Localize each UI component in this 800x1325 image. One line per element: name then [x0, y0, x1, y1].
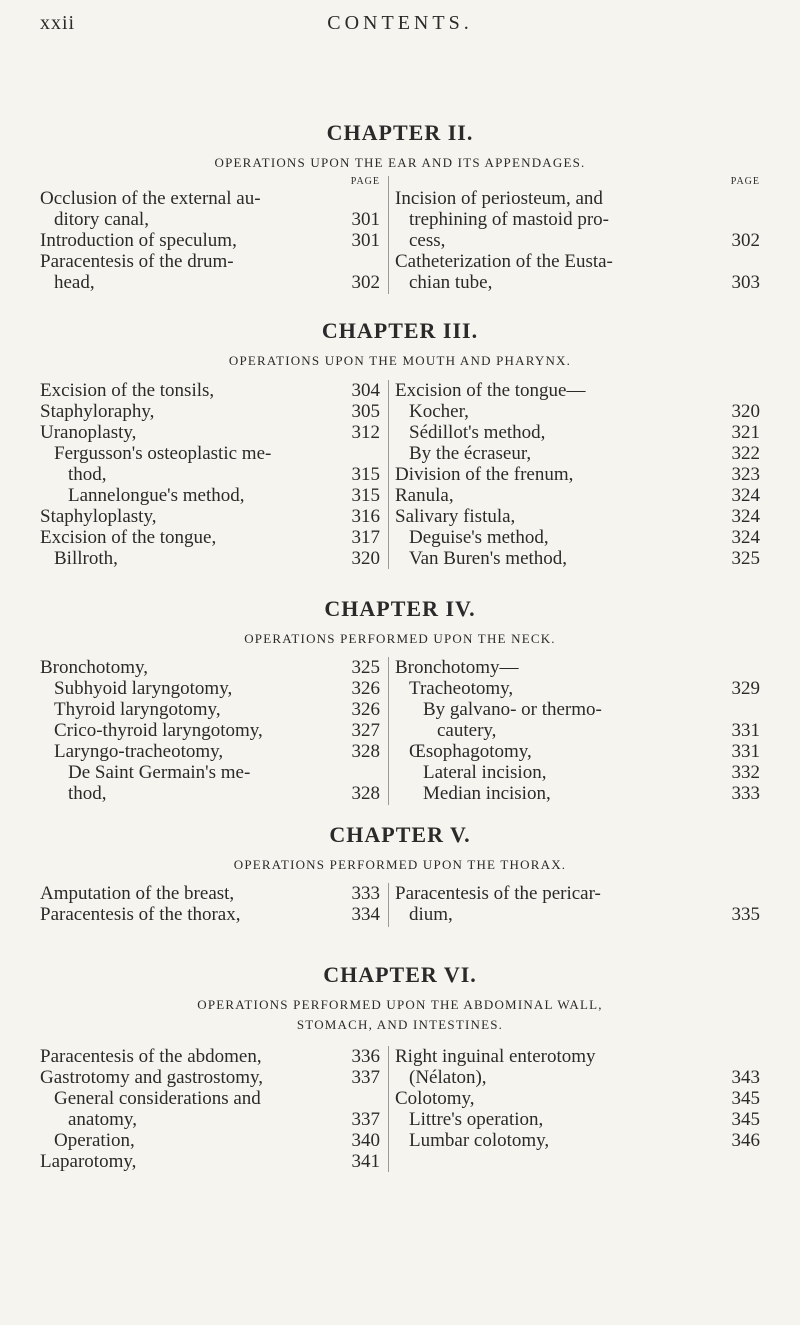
entry-page: 324 [731, 506, 760, 527]
entry-text: chian tube, [409, 272, 493, 293]
entry-text: Excision of the tongue— [395, 380, 586, 401]
entry-text: By the écraseur, [409, 443, 532, 464]
toc-entry [40, 1109, 380, 1130]
toc-entry [395, 548, 760, 569]
toc-entry [395, 209, 760, 230]
entry-text: Salivary fistula, [395, 506, 516, 527]
entry-text: thod, [68, 783, 107, 804]
left-column [40, 1046, 380, 1172]
toc-entry [395, 188, 760, 209]
toc-entry [395, 1109, 760, 1130]
column-divider [388, 380, 389, 569]
chapter-subtitle-line-2: STOMACH, AND INTESTINES. [296, 1017, 504, 1032]
entry-page: 346 [731, 1130, 760, 1151]
entry-page: 303 [731, 272, 760, 293]
entry-page: 329 [731, 678, 760, 699]
chapter-4 [0, 594, 800, 804]
entry-page: 320 [351, 548, 380, 569]
entry-page: 324 [731, 485, 760, 506]
toc-entry [40, 1067, 380, 1088]
entry-text: Median incision, [423, 783, 551, 804]
column-divider [388, 176, 389, 294]
entry-text: dium, [409, 904, 453, 925]
entry-text: De Saint Germain's me- [68, 762, 251, 783]
entry-text: Occlusion of the external au- [40, 188, 261, 209]
chapter-title: CHAPTER III. [321, 318, 479, 343]
entry-page: 331 [731, 720, 760, 741]
entry-text: Thyroid laryngotomy, [54, 699, 221, 720]
chapter-title: CHAPTER IV. [324, 596, 476, 621]
entry-page: 340 [351, 1130, 380, 1151]
entry-text: Crico-thyroid laryngotomy, [54, 720, 263, 741]
entry-text: Littre's operation, [409, 1109, 544, 1130]
toc-entry [395, 678, 760, 699]
toc-entry [395, 699, 760, 720]
toc-entry [40, 883, 380, 904]
entry-page: 324 [731, 527, 760, 548]
entry-text: Lateral incision, [423, 762, 547, 783]
toc-entry [40, 741, 380, 762]
entry-text: trephining of mastoid pro- [409, 209, 609, 230]
toc-entry [40, 904, 380, 925]
toc-entry [40, 188, 380, 209]
entry-text: Fergusson's osteoplastic me- [54, 443, 272, 464]
chapter-subtitle: OPERATIONS PERFORMED UPON THE NECK. [244, 631, 556, 646]
entry-text: Division of the frenum, [395, 464, 574, 485]
entry-text: Staphyloplasty, [40, 506, 157, 527]
entry-text: By galvano- or thermo- [423, 699, 602, 720]
entry-text: Van Buren's method, [409, 548, 568, 569]
entry-text: Paracentesis of the thorax, [40, 904, 241, 925]
toc-entry [395, 657, 760, 678]
toc-entry [40, 506, 380, 527]
entry-text: Subhyoid laryngotomy, [54, 678, 233, 699]
right-column [395, 176, 760, 293]
entry-text: Excision of the tongue, [40, 527, 217, 548]
entry-text: Bronchotomy— [395, 657, 519, 678]
entry-text: Introduction of speculum, [40, 230, 237, 251]
entry-page: 336 [351, 1046, 380, 1067]
toc-entry [395, 272, 760, 293]
entry-page: 315 [351, 464, 380, 485]
entry-text: Œsophagotomy, [409, 741, 532, 762]
entry-text: cess, [409, 230, 446, 251]
toc-entry [40, 527, 380, 548]
entry-text: Gastrotomy and gastrostomy, [40, 1067, 264, 1088]
toc-entry [40, 401, 380, 422]
entry-text: ditory canal, [54, 209, 149, 230]
toc-entry [40, 1088, 380, 1109]
toc-entry [395, 527, 760, 548]
running-header [0, 0, 800, 60]
column-divider [388, 657, 389, 805]
toc-entry [395, 380, 760, 401]
entry-page: 334 [351, 904, 380, 925]
chapter-3 [0, 316, 800, 569]
entry-page: 316 [351, 506, 380, 527]
toc-entry [395, 506, 760, 527]
chapter-5 [0, 820, 800, 925]
toc-entry [395, 720, 760, 741]
toc-entry [395, 230, 760, 251]
entry-page: 325 [731, 548, 760, 569]
toc-entry [395, 762, 760, 783]
entry-page: 327 [351, 720, 380, 741]
toc-entry [40, 380, 380, 401]
toc-entry [395, 251, 760, 272]
toc-entry [40, 548, 380, 569]
right-column [395, 657, 760, 804]
toc-entry [40, 1151, 380, 1172]
toc-entry [395, 904, 760, 925]
left-column [40, 883, 380, 925]
entry-text: Laryngo-tracheotomy, [54, 741, 224, 762]
entry-page: 326 [351, 699, 380, 720]
page-column-label: PAGE [730, 176, 760, 187]
toc-entry [40, 1046, 380, 1067]
entry-text: head, [54, 272, 95, 293]
entry-page: 343 [731, 1067, 760, 1088]
toc-entry [40, 272, 380, 293]
page-title: CONTENTS. [327, 12, 473, 34]
toc-entry [40, 678, 380, 699]
column-divider [388, 1046, 389, 1172]
chapter-6 [0, 960, 800, 1172]
entry-text: Lannelongue's method, [68, 485, 245, 506]
toc-entry [395, 741, 760, 762]
entry-page: 326 [351, 678, 380, 699]
right-column [395, 1046, 760, 1151]
toc-entry [395, 422, 760, 443]
entry-text: Paracentesis of the abdomen, [40, 1046, 262, 1067]
page-column-label: PAGE [350, 176, 380, 187]
right-column [395, 380, 760, 569]
chapter-2 [0, 118, 800, 293]
toc-entry [40, 485, 380, 506]
entry-text: Paracentesis of the drum- [40, 251, 234, 272]
toc-entry [40, 699, 380, 720]
entry-page: 331 [731, 741, 760, 762]
chapter-title: CHAPTER VI. [323, 962, 477, 987]
page-number: xxii [40, 12, 76, 34]
entry-page: 301 [351, 209, 380, 230]
entry-text: Colotomy, [395, 1088, 475, 1109]
entry-page: 333 [731, 783, 760, 804]
toc-entry [395, 1088, 760, 1109]
entry-page: 345 [731, 1109, 760, 1130]
entry-text: Catheterization of the Eusta- [395, 251, 613, 272]
entry-page: 320 [731, 401, 760, 422]
left-column [40, 657, 380, 804]
entry-page: 328 [351, 741, 380, 762]
entry-page: 335 [731, 904, 760, 925]
toc-entry [395, 401, 760, 422]
toc-entry [40, 443, 380, 464]
right-column [395, 883, 760, 925]
entry-page: 304 [351, 380, 380, 401]
toc-entry [395, 1067, 760, 1088]
entry-page: 337 [351, 1109, 380, 1130]
entry-page: 305 [351, 401, 380, 422]
toc-entry [40, 762, 380, 783]
entry-page: 325 [351, 657, 380, 678]
entry-page: 345 [731, 1088, 760, 1109]
toc-entry [40, 720, 380, 741]
entry-text: Bronchotomy, [40, 657, 149, 678]
chapter-title: CHAPTER V. [329, 822, 471, 847]
entry-text: Tracheotomy, [409, 678, 514, 699]
entry-text: cautery, [437, 720, 497, 741]
entry-page: 315 [351, 485, 380, 506]
entry-page: 341 [351, 1151, 380, 1172]
entry-page: 337 [351, 1067, 380, 1088]
entry-text: Kocher, [409, 401, 469, 422]
entry-text: thod, [68, 464, 107, 485]
entry-page: 321 [731, 422, 760, 443]
entry-text: Sédillot's method, [409, 422, 546, 443]
left-column [40, 176, 380, 293]
entry-text: Billroth, [54, 548, 118, 569]
entry-text: Deguise's method, [409, 527, 549, 548]
toc-entry [40, 230, 380, 251]
entry-text: (Nélaton), [409, 1067, 487, 1088]
toc-entry [40, 464, 380, 485]
entry-page: 312 [351, 422, 380, 443]
chapter-title: CHAPTER II. [326, 120, 474, 145]
entry-page: 328 [351, 783, 380, 804]
toc-entry [40, 783, 380, 804]
entry-text: Uranoplasty, [40, 422, 137, 443]
entry-text: Operation, [54, 1130, 135, 1151]
entry-text: Right inguinal enterotomy [395, 1046, 596, 1067]
entry-page: 332 [731, 762, 760, 783]
entry-page: 302 [351, 272, 380, 293]
entry-page: 317 [351, 527, 380, 548]
toc-entry [395, 464, 760, 485]
chapter-subtitle: OPERATIONS PERFORMED UPON THE ABDOMINAL WALL, [197, 997, 603, 1012]
chapter-subtitle: OPERATIONS UPON THE MOUTH AND PHARYNX. [228, 353, 572, 368]
toc-entry [395, 443, 760, 464]
entry-text: Ranula, [395, 485, 454, 506]
toc-entry [395, 1046, 760, 1067]
entry-text: General considerations and [54, 1088, 261, 1109]
column-divider [388, 883, 389, 927]
entry-text: Laparotomy, [40, 1151, 137, 1172]
entry-page: 333 [351, 883, 380, 904]
entry-page: 301 [351, 230, 380, 251]
toc-entry [395, 883, 760, 904]
entry-page: 302 [731, 230, 760, 251]
entry-text: Staphyloraphy, [40, 401, 155, 422]
toc-entry [395, 783, 760, 804]
chapter-subtitle: OPERATIONS UPON THE EAR AND ITS APPENDAGES. [214, 155, 586, 170]
entry-text: Amputation of the breast, [40, 883, 235, 904]
left-column [40, 380, 380, 569]
toc-entry [395, 485, 760, 506]
entry-text: anatomy, [68, 1109, 137, 1130]
toc-entry [40, 422, 380, 443]
entry-page: 323 [731, 464, 760, 485]
toc-entry [395, 1130, 760, 1151]
toc-entry [40, 1130, 380, 1151]
toc-entry [40, 657, 380, 678]
toc-entry [40, 251, 380, 272]
entry-text: Paracentesis of the pericar- [395, 883, 601, 904]
entry-text: Excision of the tonsils, [40, 380, 215, 401]
chapter-subtitle: OPERATIONS PERFORMED UPON THE THORAX. [233, 857, 567, 872]
entry-page: 322 [731, 443, 760, 464]
entry-text: Lumbar colotomy, [409, 1130, 550, 1151]
entry-text: Incision of periosteum, and [395, 188, 603, 209]
toc-entry [40, 209, 380, 230]
